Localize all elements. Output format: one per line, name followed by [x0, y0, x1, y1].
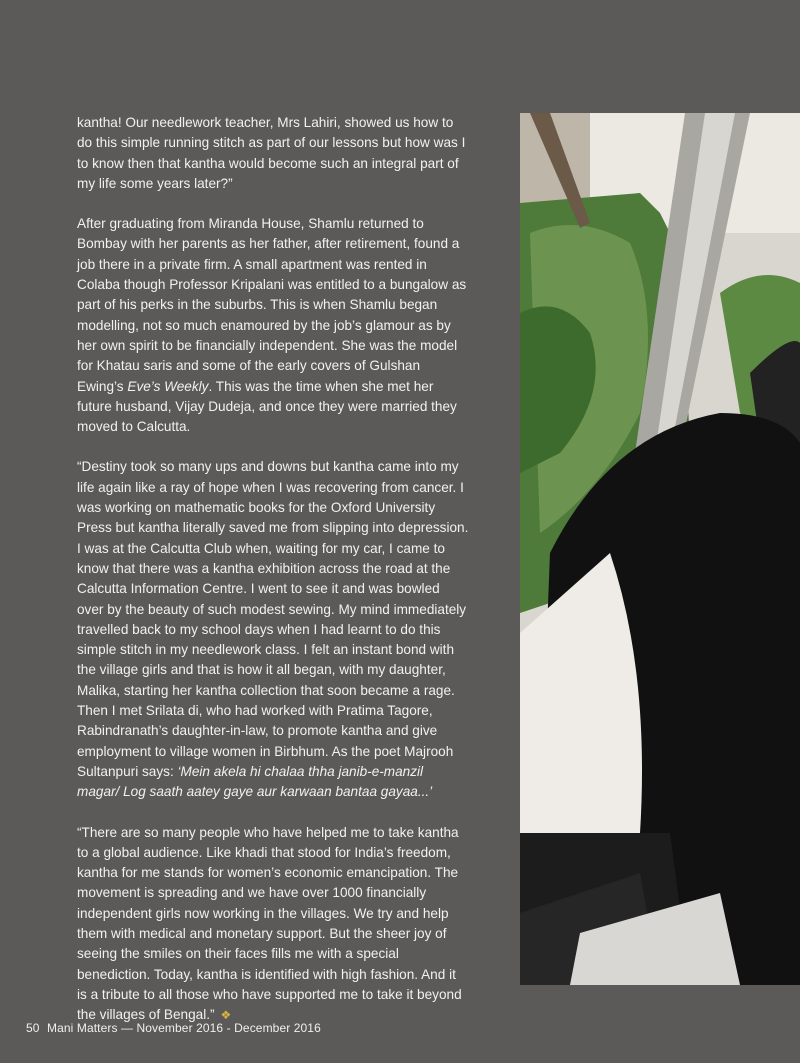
article-column [77, 113, 469, 1045]
paragraph-3 [77, 457, 469, 802]
paragraph-2 [77, 214, 469, 437]
paragraph-3-text: “Destiny took so many ups and downs but kantha came into my life again like a ray of hope when I was recovering from cancer. I was working on mathematic books for the Oxford University Press but kantha literally saved me from slipping into depression. I was at the Calcutta Club when, waiting for my car, I came to know that there was a kantha exhibition across the road at the Calcutta Information Centre. I went to see it and was bowled over by the beauty of such modest sewing. My mind immediately travelled back to my school days when I had learnt to do this simple stitch in my needlework class. I felt an instant bond with the village girls and that is how it all began, with my daughter, Malika, starting her kantha collection that soon became a rage. Then I met Srilata di, who had worked with Pratima Tagore, Rabindranath’s daughter-in-law, to promote kantha and give employment to village women in Birbhum. As the poet Majrooh Sultanpuri says: [77, 459, 469, 779]
paragraph-2-text-b: . This was the time when she met her future husband, Vijay Dudeja, and once they were married they moved to Calcutta. [77, 378, 457, 435]
poem-quote: ‘Mein akela hi chalaa thha janib-e-manzil magar/ Log saath aatey gaye aur karwaan bantaa gayaa...’ [77, 763, 433, 800]
page-footer [26, 1021, 325, 1035]
portrait-photo [520, 113, 800, 985]
paragraph-4 [77, 823, 469, 1026]
page-number: 50 [26, 1021, 40, 1035]
paragraph-4-text: “There are so many people who have helped me to take kantha to a global audience. Like khadi that stood for India’s freedom, kantha for me stands for women’s economic emancipation. The movement is spreading and we have over 1000 financially independent girls now working in the villages. We try and help them with medical and monetary support. But the sheer joy of seeing the smiles on their faces fills me with a special benediction. Today, kantha is identified with high fashion. And it is a tribute to all those who have supported me to take it beyond the villages of Bengal.” [77, 824, 462, 1023]
magazine-title: Eve’s Weekly [127, 378, 209, 394]
publication-info: Mani Matters — November 2016 - December 2016 [47, 1021, 321, 1035]
end-mark-icon: ❖ [220, 1008, 232, 1023]
paragraph-2-text-a: After graduating from Miranda House, Shamlu returned to Bombay with her parents as her father, after retirement, found a job there in a private firm. A small apartment was rented in Colaba though Professor Kripalani was entitled to a bungalow as part of his perks in the suburbs. This is when Shamlu began modelling, not so much enamoured by the job’s glamour as by her own spirit to be financially independent. She was the model for Khatau saris and some of the early covers of Gulshan Ewing’s [77, 216, 467, 394]
paragraph-1: kantha! Our needlework teacher, Mrs Lahiri, showed us how to do this simple running stitch as part of our lessons but how was I to know then that kantha would become such an integral part of my life some years later?” [77, 115, 466, 191]
photo-illustration [520, 113, 800, 985]
